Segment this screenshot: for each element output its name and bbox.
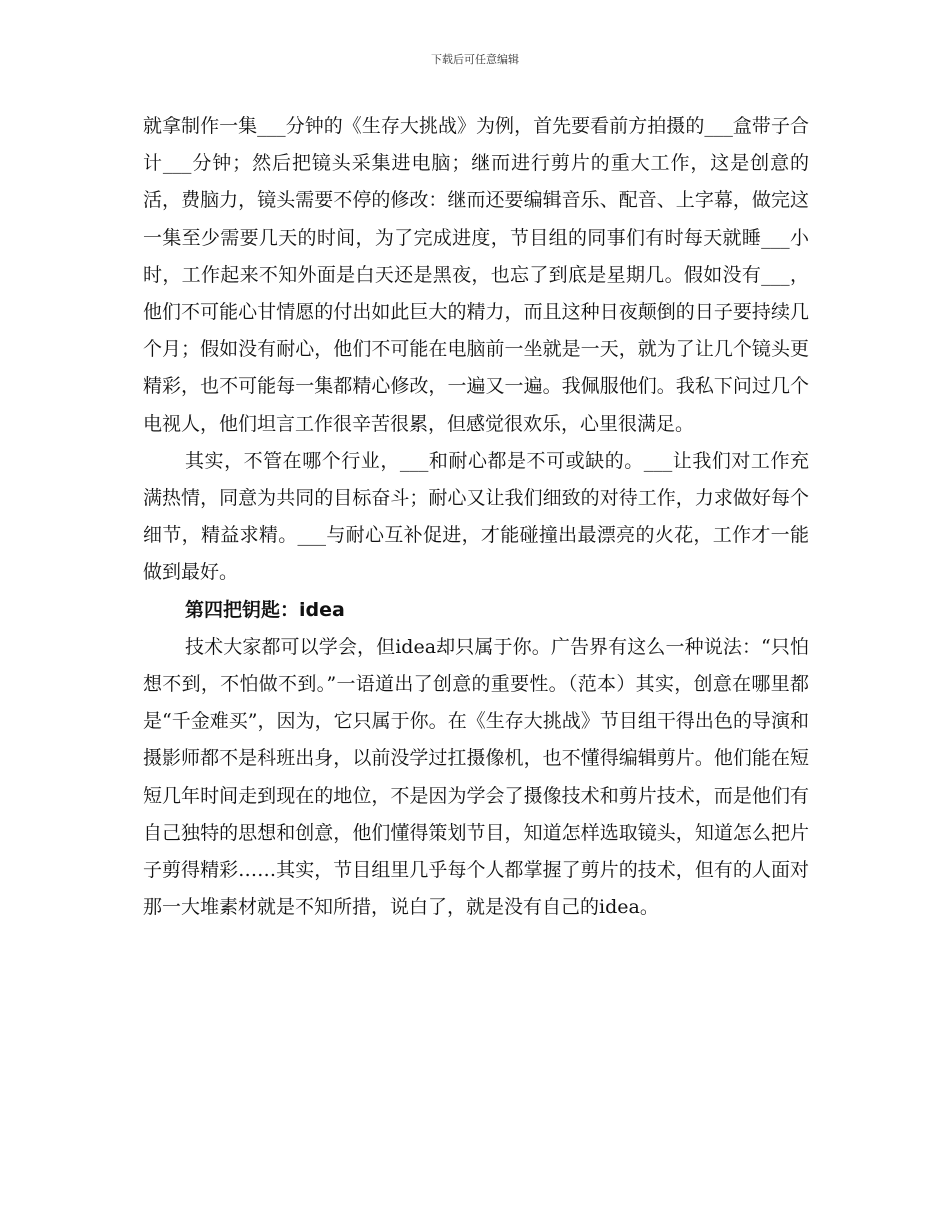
body-paragraph-3: 技术大家都可以学会，但idea却只属于你。广告界有这么一种说法：“只怕想不到，不怕做不到。”一语道出了创意的重要性。（范本）其实，创意在哪里都是“千金难买”，因为，它只属于你。在《生存大挑战》节目组干得出色的导演和摄影师都不是科班出身，以前没学过扛摄像机，也不懂得编辑剪片。他们能在短短几年时间走到现在的地位，不是因为学会了摄像技术和剪片技术，而是他们有自己独特的思想和创意，他们懂得策划节目，知道怎样选取镜头，知道怎么把片子剪得精彩……其实，节目组里几乎每个人都掌握了剪片的技术，但有的人面对那一大堆素材就是不知所措，说白了，就是没有自己的idea。 [143,635,809,919]
page-header: 下载后可任意编辑 [431,53,519,66]
document-body [143,108,809,926]
body-paragraph-1: 就拿制作一集___分钟的《生存大挑战》为例，首先要看前方拍摄的___盒带子合计___分钟；然后把镜头采集进电脑；继而进行剪片的重大工作，这是创意的活，费脑力，镜头需要不停的修改：继而还要编辑音乐、配音、上字幕，做完这一集至少需要几天的时间，为了完成进度，节目组的同事们有时每天就睡___小时，工作起来不知外面是白天还是黑夜，也忘了到底是星期几。假如没有___，他们不可能心甘情愿的付出如此巨大的精力，而且这种日夜颠倒的日子要持续几个月；假如没有耐心，他们不可能在电脑前一坐就是一天，就为了让几个镜头更精彩，也不可能每一集都精心修改，一遍又一遍。我佩服他们。我私下问过几个电视人，他们坦言工作很辛苦很累，但感觉很欢乐，心里很满足。 [143,115,809,435]
section-heading: 第四把钥匙：idea [185,598,345,621]
body-paragraph-2: 其实，不管在哪个行业，___和耐心都是不可或缺的。___让我们对工作充满热情，同意为共同的目标奋斗；耐心又让我们细致的对待工作，力求做好每个细节，精益求精。___与耐心互补促进，才能碰撞出最漂亮的火花，工作才一能做到最好。 [143,449,809,584]
